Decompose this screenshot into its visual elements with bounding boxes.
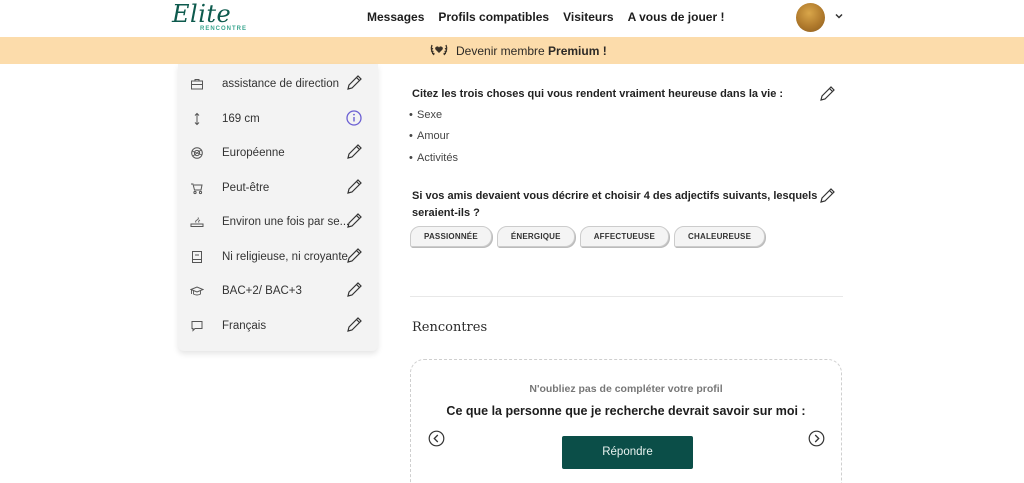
pencil-edit-icon[interactable]: [345, 281, 363, 299]
speech-bubble-icon: [190, 319, 204, 333]
info-icon[interactable]: [345, 109, 363, 127]
adjective-chip: PASSIONNÉE: [410, 226, 492, 247]
attribute-value: Ni religieuse, ni croyante: [222, 251, 348, 263]
attribute-value: assistance de direction: [222, 78, 339, 90]
chevron-right-circle-icon[interactable]: [808, 430, 825, 447]
attribute-profession: [178, 66, 378, 100]
nav-messages[interactable]: Messages: [367, 10, 425, 24]
adjective-chip: CHALEUREUSE: [674, 226, 765, 247]
chevron-left-circle-icon[interactable]: [428, 430, 445, 447]
pencil-edit-icon[interactable]: [345, 178, 363, 196]
user-avatar[interactable]: [796, 3, 825, 32]
adjective-chip: AFFECTUEUSE: [580, 226, 669, 247]
attribute-value: BAC+2/ BAC+3: [222, 285, 302, 297]
answer-item: • Sexe: [417, 109, 442, 121]
attribute-value: 169 cm: [222, 113, 260, 125]
attribute-value: Français: [222, 320, 267, 332]
book-icon: [190, 250, 204, 264]
pencil-edit-icon[interactable]: [345, 212, 363, 230]
section-title-rencontres: Rencontres: [412, 320, 488, 335]
adjective-chips: [410, 226, 765, 247]
nav-a-vous-de-jouer[interactable]: A vous de jouer !: [627, 10, 725, 24]
nav-visiteurs[interactable]: Visiteurs: [563, 10, 614, 24]
premium-text: Devenir membre Premium !: [456, 43, 607, 58]
globe-icon: [190, 146, 204, 160]
elite-rencontre-logo[interactable]: [172, 2, 252, 36]
adjective-chip: ÉNERGIQUE: [497, 226, 575, 247]
logo-subtext: RENCONTRE: [200, 26, 248, 32]
chevron-down-icon[interactable]: [834, 11, 844, 21]
attribute-origin: [178, 135, 378, 169]
attribute-religion: [178, 239, 378, 273]
smoking-icon: [190, 215, 204, 229]
prompt-question: Ce que la personne que je recherche devrait savoir sur moi :: [446, 404, 806, 418]
profile-attributes-card: [178, 64, 378, 351]
attribute-language: [178, 308, 378, 342]
question-happiness-title: Citez les trois choses qui vous rendent vraiment heureuse dans la vie :: [412, 88, 784, 100]
attribute-height: [178, 101, 378, 135]
attribute-value: Peut-être: [222, 182, 270, 194]
height-icon: [190, 112, 204, 126]
pencil-edit-icon[interactable]: [345, 316, 363, 334]
prompt-subtitle: N'oubliez pas de compléter votre profil: [529, 383, 723, 395]
reply-button[interactable]: Répondre: [562, 436, 693, 469]
attribute-education: [178, 273, 378, 307]
laurel-heart-icon: [428, 43, 450, 58]
nav-profils-compatibles[interactable]: Profils compatibles: [438, 10, 550, 24]
graduation-cap-icon: [190, 284, 204, 298]
attribute-value: Environ une fois par se...: [222, 216, 350, 228]
pencil-edit-icon[interactable]: [345, 247, 363, 265]
profile-prompt-card: [410, 359, 842, 483]
answer-item: • Activités: [417, 152, 458, 164]
attribute-value: Européenne: [222, 147, 285, 159]
pencil-edit-icon[interactable]: [345, 143, 363, 161]
premium-banner[interactable]: [0, 37, 1024, 64]
logo-text: Elite: [172, 0, 232, 28]
question-adjectives-title: Si vos amis devaient vous décrire et choisir 4 des adjectifs suivants, lesquels seraient-ils ?: [412, 190, 818, 219]
attribute-smoking: [178, 204, 378, 238]
pencil-edit-icon[interactable]: [345, 74, 363, 92]
section-divider: [410, 296, 843, 297]
main-nav: [367, 10, 724, 24]
attribute-children: [178, 170, 378, 204]
stroller-icon: [190, 181, 204, 195]
top-navigation: [0, 0, 1024, 37]
pencil-edit-icon[interactable]: [818, 85, 836, 103]
answer-item: • Amour: [417, 130, 449, 142]
pencil-edit-icon[interactable]: [818, 187, 836, 205]
briefcase-icon: [190, 77, 204, 91]
